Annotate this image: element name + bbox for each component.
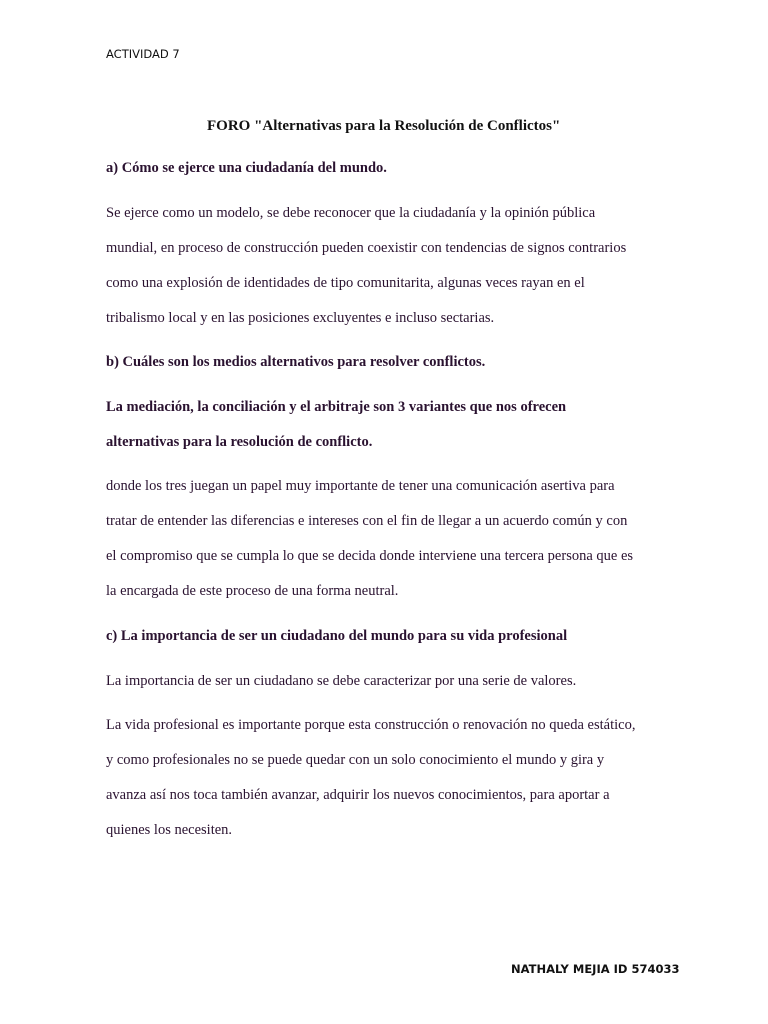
answer-a-line: tribalismo local y en las posiciones excluyentes e incluso sectarias. [106, 310, 495, 326]
page-title: FORO "Alternativas para la Resolución de Conflictos" [207, 118, 561, 134]
answer-a-line: mundial, en proceso de construcción pueden coexistir con tendencias de signos contrarios [106, 240, 627, 256]
answer-c-2-line: avanza así nos toca también avanzar, adquirir los nuevos conocimientos, para aportar a [106, 787, 610, 803]
answer-c-2-line: quienes los necesiten. [106, 822, 233, 838]
answer-b [106, 469, 633, 609]
question-c: c) La importancia de ser un ciudadano del mundo para su vida profesional [106, 628, 568, 644]
answer-a-line: Se ejerce como un modelo, se debe reconocer que la ciudadanía y la opinión pública [106, 205, 596, 221]
author-footer: NATHALY MEJIA ID 574033 [511, 962, 680, 976]
answer-c-1-line: La importancia de ser un ciudadano se debe caracterizar por una serie de valores. [106, 673, 577, 689]
activity-label: ACTIVIDAD 7 [106, 47, 180, 61]
answer-a-line: como una explosión de identidades de tipo comunitarita, algunas veces rayan en el [106, 275, 585, 291]
answer-c-2-line: La vida profesional es importante porque esta construcción o renovación no queda estático, [106, 717, 636, 733]
answer-b-line: donde los tres juegan un papel muy importante de tener una comunicación asertiva para [106, 478, 615, 494]
answer-c-2-line: y como profesionales no se puede quedar con un solo conocimiento el mundo y gira y [106, 752, 605, 768]
answer-b-bold [106, 390, 566, 460]
answer-b-line: la encargada de este proceso de una forma neutral. [106, 583, 399, 599]
answer-b-line: el compromiso que se cumpla lo que se decida donde interviene una tercera persona que es [106, 548, 634, 564]
answer-b-bold-line: alternativas para la resolución de conflicto. [106, 434, 373, 450]
answer-b-bold-line: La mediación, la conciliación y el arbitraje son 3 variantes que nos ofrecen [106, 399, 567, 415]
answer-c-1 [106, 664, 576, 699]
question-a: a) Cómo se ejerce una ciudadanía del mundo. [106, 160, 387, 176]
question-b: b) Cuáles son los medios alternativos para resolver conflictos. [106, 354, 486, 370]
answer-b-line: tratar de entender las diferencias e intereses con el fin de llegar a un acuerdo común y con [106, 513, 628, 529]
answer-a [106, 196, 626, 336]
answer-c-2 [106, 708, 635, 848]
